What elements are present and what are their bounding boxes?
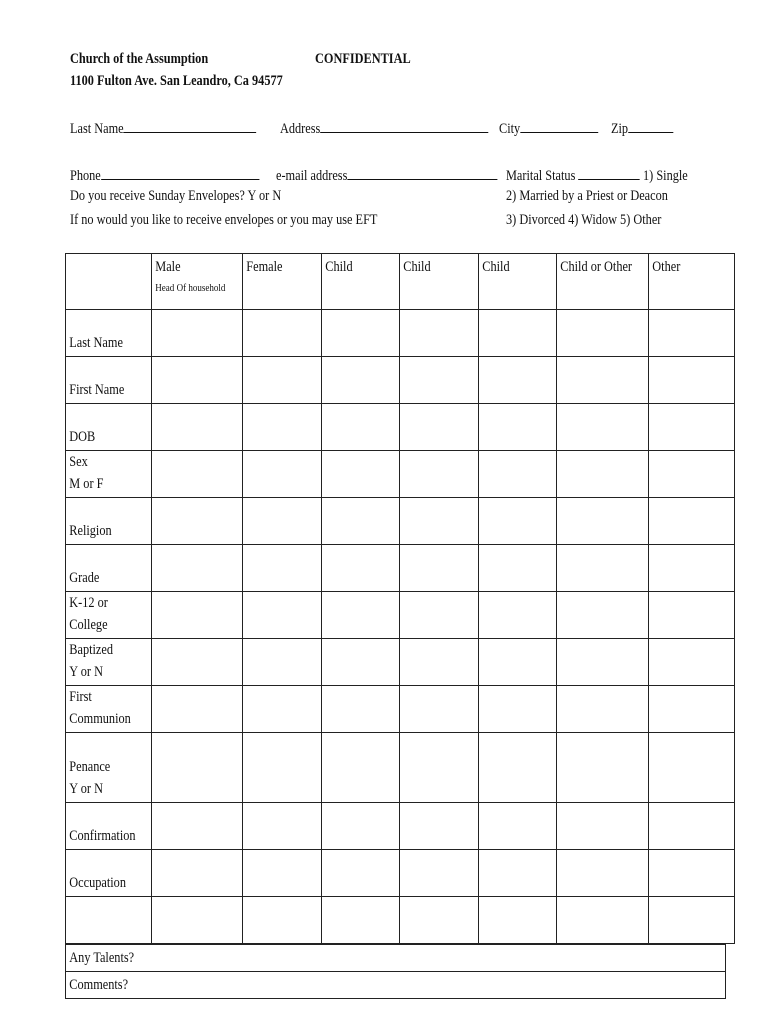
row-label: Grade — [69, 570, 100, 586]
entry-cell[interactable] — [321, 850, 399, 897]
zip-blank[interactable] — [628, 118, 673, 133]
marital-option-1: 1) Single — [643, 168, 688, 184]
email-blank[interactable] — [347, 165, 497, 180]
entry-cell[interactable] — [556, 639, 649, 686]
entry-cell[interactable] — [556, 686, 649, 733]
column-header-label: Child — [403, 259, 431, 275]
talents-row — [66, 945, 726, 972]
entry-cell[interactable] — [321, 803, 399, 850]
row-label-cell — [66, 404, 152, 451]
table-row — [66, 686, 735, 733]
entry-cell[interactable] — [242, 850, 321, 897]
entry-cell[interactable] — [478, 686, 556, 733]
row-label: M or F — [69, 476, 104, 492]
marital-status-blank[interactable] — [578, 165, 640, 180]
table-row — [66, 357, 735, 404]
entry-cell[interactable] — [151, 451, 242, 498]
entry-cell[interactable] — [649, 451, 735, 498]
row-label: Sex — [69, 454, 88, 470]
entry-cell[interactable] — [478, 897, 556, 944]
row-label-cell — [66, 639, 152, 686]
city-label: City — [499, 121, 521, 137]
entry-cell[interactable] — [478, 498, 556, 545]
column-header-label: Child — [325, 259, 353, 275]
entry-cell[interactable] — [321, 404, 399, 451]
entry-cell[interactable] — [478, 592, 556, 639]
entry-cell[interactable] — [151, 592, 242, 639]
row-label: K-12 or — [69, 595, 108, 611]
entry-cell[interactable] — [478, 733, 556, 803]
entry-cell[interactable] — [649, 404, 735, 451]
entry-cell[interactable] — [321, 897, 399, 944]
column-header-label: Female — [246, 259, 283, 275]
eft-question: If no would you like to receive envelopes or you may use EFT — [70, 212, 378, 228]
table-row — [66, 451, 735, 498]
last-name-field[interactable] — [70, 118, 256, 138]
entry-cell[interactable] — [478, 310, 556, 357]
last-name-blank[interactable] — [124, 118, 257, 133]
table-header-row — [66, 254, 735, 310]
row-label-cell — [66, 357, 152, 404]
row-label: Y or N — [69, 781, 103, 797]
column-header-label: Other — [652, 259, 681, 275]
comments-label: Comments? — [69, 977, 129, 993]
row-label: First Name — [69, 382, 125, 398]
row-label-cell — [66, 310, 152, 357]
column-header — [649, 254, 735, 310]
table-row — [66, 545, 735, 592]
entry-cell[interactable] — [399, 310, 478, 357]
household-table — [65, 253, 735, 944]
table-row — [66, 803, 735, 850]
entry-cell[interactable] — [556, 803, 649, 850]
marital-option-2: 2) Married by a Priest or Deacon — [506, 188, 668, 204]
entry-cell[interactable] — [399, 498, 478, 545]
entry-cell[interactable] — [399, 733, 478, 803]
row-label-cell — [66, 545, 152, 592]
entry-cell[interactable] — [242, 686, 321, 733]
entry-cell[interactable] — [649, 592, 735, 639]
city-field[interactable] — [499, 118, 598, 138]
marital-option-3: 3) Divorced 4) Widow 5) Other — [506, 212, 662, 228]
entry-cell[interactable] — [556, 733, 649, 803]
row-label: Confirmation — [69, 828, 136, 844]
row-label: Occupation — [69, 875, 126, 891]
entry-cell[interactable] — [151, 357, 242, 404]
entry-cell[interactable] — [399, 404, 478, 451]
entry-cell[interactable] — [242, 803, 321, 850]
entry-cell[interactable] — [556, 545, 649, 592]
entry-cell[interactable] — [649, 310, 735, 357]
row-label: College — [69, 617, 108, 633]
entry-cell[interactable] — [556, 451, 649, 498]
column-header-label: Child — [482, 259, 510, 275]
entry-cell[interactable] — [649, 639, 735, 686]
entry-cell[interactable] — [242, 545, 321, 592]
entry-cell[interactable] — [399, 850, 478, 897]
row-label-cell — [66, 803, 152, 850]
entry-cell[interactable] — [151, 897, 242, 944]
entry-cell[interactable] — [478, 545, 556, 592]
last-name-label: Last Name — [70, 121, 124, 137]
entry-cell[interactable] — [242, 357, 321, 404]
city-blank[interactable] — [520, 118, 598, 133]
entry-cell[interactable] — [399, 639, 478, 686]
row-label: Last Name — [69, 335, 123, 351]
table-row — [66, 850, 735, 897]
entry-cell[interactable] — [321, 310, 399, 357]
address-blank[interactable] — [320, 118, 488, 133]
entry-cell[interactable] — [321, 686, 399, 733]
row-label-cell — [66, 592, 152, 639]
entry-cell[interactable] — [399, 451, 478, 498]
table-row — [66, 498, 735, 545]
column-header — [478, 254, 556, 310]
entry-cell[interactable] — [478, 451, 556, 498]
row-label: Baptized — [69, 642, 114, 658]
entry-cell[interactable] — [151, 850, 242, 897]
entry-cell[interactable] — [242, 404, 321, 451]
column-header-label: Child or Other — [560, 259, 632, 275]
church-address: 1100 Fulton Ave. San Leandro, Ca 94577 — [70, 73, 283, 89]
column-header — [321, 254, 399, 310]
entry-cell[interactable] — [321, 357, 399, 404]
entry-cell[interactable] — [556, 357, 649, 404]
header-corner-cell — [66, 254, 152, 310]
comments-row — [66, 972, 726, 999]
entry-cell[interactable] — [399, 803, 478, 850]
row-label-cell — [66, 897, 152, 944]
entry-cell[interactable] — [556, 310, 649, 357]
entry-cell[interactable] — [151, 639, 242, 686]
row-label: Penance — [69, 759, 111, 775]
row-label-cell — [66, 451, 152, 498]
column-header — [399, 254, 478, 310]
entry-cell[interactable] — [321, 639, 399, 686]
entry-cell[interactable] — [649, 733, 735, 803]
entry-cell[interactable] — [478, 639, 556, 686]
address-label: Address — [280, 121, 321, 137]
entry-cell[interactable] — [321, 545, 399, 592]
email-label: e-mail address — [276, 168, 348, 184]
entry-cell[interactable] — [399, 357, 478, 404]
column-header-sublabel: Head Of household — [155, 282, 226, 294]
entry-cell[interactable] — [321, 498, 399, 545]
column-header — [151, 254, 242, 310]
entry-cell[interactable] — [478, 850, 556, 897]
entry-cell[interactable] — [242, 639, 321, 686]
entry-cell[interactable] — [556, 404, 649, 451]
entry-cell[interactable] — [151, 404, 242, 451]
entry-cell[interactable] — [242, 897, 321, 944]
row-label-cell — [66, 850, 152, 897]
phone-field[interactable] — [70, 165, 259, 185]
table-row — [66, 639, 735, 686]
entry-cell[interactable] — [399, 686, 478, 733]
column-header — [556, 254, 649, 310]
entry-cell[interactable] — [321, 592, 399, 639]
confidential-label: CONFIDENTIAL — [315, 51, 411, 67]
entry-cell[interactable] — [151, 498, 242, 545]
entry-cell[interactable] — [151, 686, 242, 733]
table-row — [66, 897, 735, 944]
entry-cell[interactable] — [399, 592, 478, 639]
entry-cell[interactable] — [321, 451, 399, 498]
table-row — [66, 733, 735, 803]
zip-label: Zip — [611, 121, 629, 137]
entry-cell[interactable] — [649, 357, 735, 404]
entry-cell[interactable] — [151, 545, 242, 592]
zip-field[interactable] — [611, 118, 673, 138]
row-label-cell — [66, 686, 152, 733]
talents-label: Any Talents? — [69, 950, 135, 966]
church-name: Church of the Assumption — [70, 51, 209, 67]
table-row — [66, 404, 735, 451]
column-header — [242, 254, 321, 310]
row-label: First — [69, 689, 92, 705]
row-label-cell — [66, 733, 152, 803]
phone-blank[interactable] — [101, 165, 259, 180]
row-label: Religion — [69, 523, 112, 539]
phone-label: Phone — [70, 168, 101, 184]
entry-cell[interactable] — [556, 850, 649, 897]
row-label — [66, 941, 136, 943]
entry-cell[interactable] — [242, 451, 321, 498]
entry-cell[interactable] — [151, 310, 242, 357]
entry-cell[interactable] — [321, 733, 399, 803]
entry-cell[interactable] — [478, 357, 556, 404]
marital-status-label: Marital Status — [506, 168, 576, 184]
entry-cell[interactable] — [242, 498, 321, 545]
comments-cell[interactable] — [66, 972, 726, 999]
talents-cell[interactable] — [66, 945, 726, 972]
email-field[interactable] — [276, 165, 497, 185]
table-row — [66, 310, 735, 357]
entry-cell[interactable] — [242, 592, 321, 639]
row-label: Communion — [69, 711, 131, 727]
entry-cell[interactable] — [242, 310, 321, 357]
row-label: Y or N — [69, 664, 103, 680]
entry-cell[interactable] — [649, 545, 735, 592]
row-label-cell — [66, 498, 152, 545]
envelopes-question: Do you receive Sunday Envelopes? Y or N — [70, 188, 282, 204]
entry-cell[interactable] — [556, 498, 649, 545]
row-label: DOB — [69, 429, 96, 445]
marital-status-field[interactable] — [506, 165, 688, 185]
table-row — [66, 592, 735, 639]
entry-cell[interactable] — [478, 803, 556, 850]
entry-cell[interactable] — [242, 733, 321, 803]
entry-cell[interactable] — [649, 897, 735, 944]
entry-cell[interactable] — [649, 498, 735, 545]
footer-table — [65, 944, 726, 999]
entry-cell[interactable] — [399, 897, 478, 944]
column-header-label: Male — [155, 259, 181, 275]
entry-cell[interactable] — [556, 592, 649, 639]
entry-cell[interactable] — [478, 404, 556, 451]
entry-cell[interactable] — [399, 545, 478, 592]
entry-cell[interactable] — [649, 803, 735, 850]
entry-cell[interactable] — [151, 803, 242, 850]
entry-cell[interactable] — [649, 686, 735, 733]
entry-cell[interactable] — [556, 897, 649, 944]
address-field[interactable] — [280, 118, 488, 138]
entry-cell[interactable] — [151, 733, 242, 803]
entry-cell[interactable] — [649, 850, 735, 897]
